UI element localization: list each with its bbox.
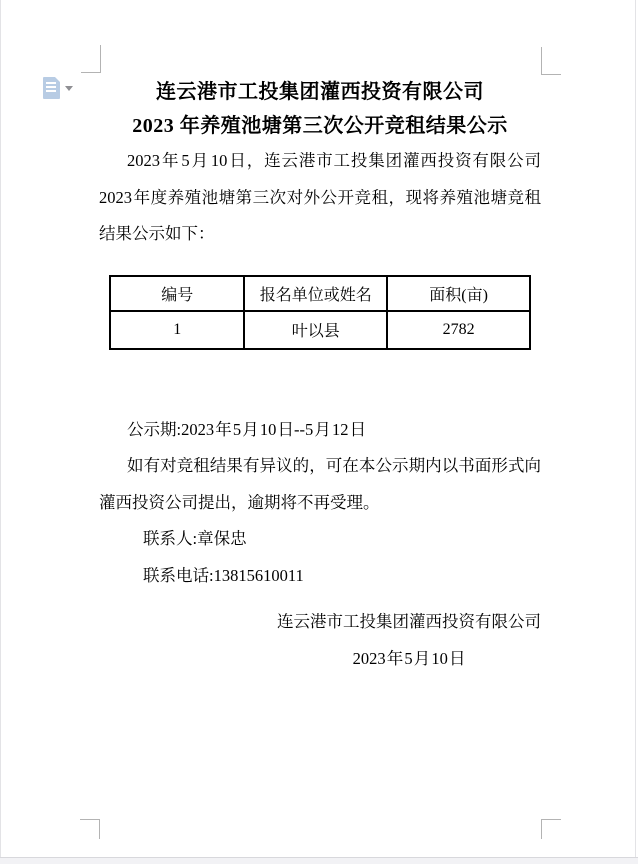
table-row [110,311,530,349]
margin-crop-mark-bottom-right [541,819,561,839]
contact-phone-line: 联系电话:13815610011 [143,565,304,585]
table-header-area: 面积(亩) [387,276,530,311]
paste-options-icon [43,77,60,99]
document-text-lines [46,82,56,84]
table-header-number: 编号 [110,276,244,311]
table-header-applicant: 报名单位或姓名 [244,276,387,311]
objection-paragraph: 如有对竞租结果有异议的，可在本公示期内以书面形式向灌西投资公司提出，逾期将不再受理。 [99,456,541,512]
margin-crop-mark-top-left [81,45,101,73]
margin-crop-mark-top-right [541,47,561,75]
table-cell-area: 2782 [387,311,530,349]
table-cell-number: 1 [110,311,244,349]
signature-block [99,604,541,677]
intro-paragraph: 2023 年 5 月 10 日，连云港市工投集团灌西投资有限公司 2023 年度养殖池塘第三次对外公开竞租，现将养殖池塘竞租结果公示如下： [99,151,541,243]
contact-person-line: 联系人:章保忠 [143,529,247,548]
table-cell-applicant: 叶以县 [244,311,387,349]
document-title-line2: 2023 年养殖池塘第三次公开竞租结果公示 [132,115,508,137]
notice-period-line: 公示期:2023 年 5 月 10 日--5 月 12 日 [127,419,367,439]
paste-options-button[interactable] [41,75,75,101]
document-text-area[interactable] [99,73,541,677]
page-gap [0,857,638,864]
chevron-down-icon [65,86,73,91]
signature-company: 连云港市工投集团灌西投资有限公司 [277,612,541,631]
document-title-line1: 连云港市工投集团灌西投资有限公司 [156,81,484,103]
signature-date: 2023 年 5 月 10 日 [352,648,466,668]
result-table [109,275,531,350]
margin-crop-mark-bottom-left [80,819,100,839]
table-header-row [110,276,530,311]
